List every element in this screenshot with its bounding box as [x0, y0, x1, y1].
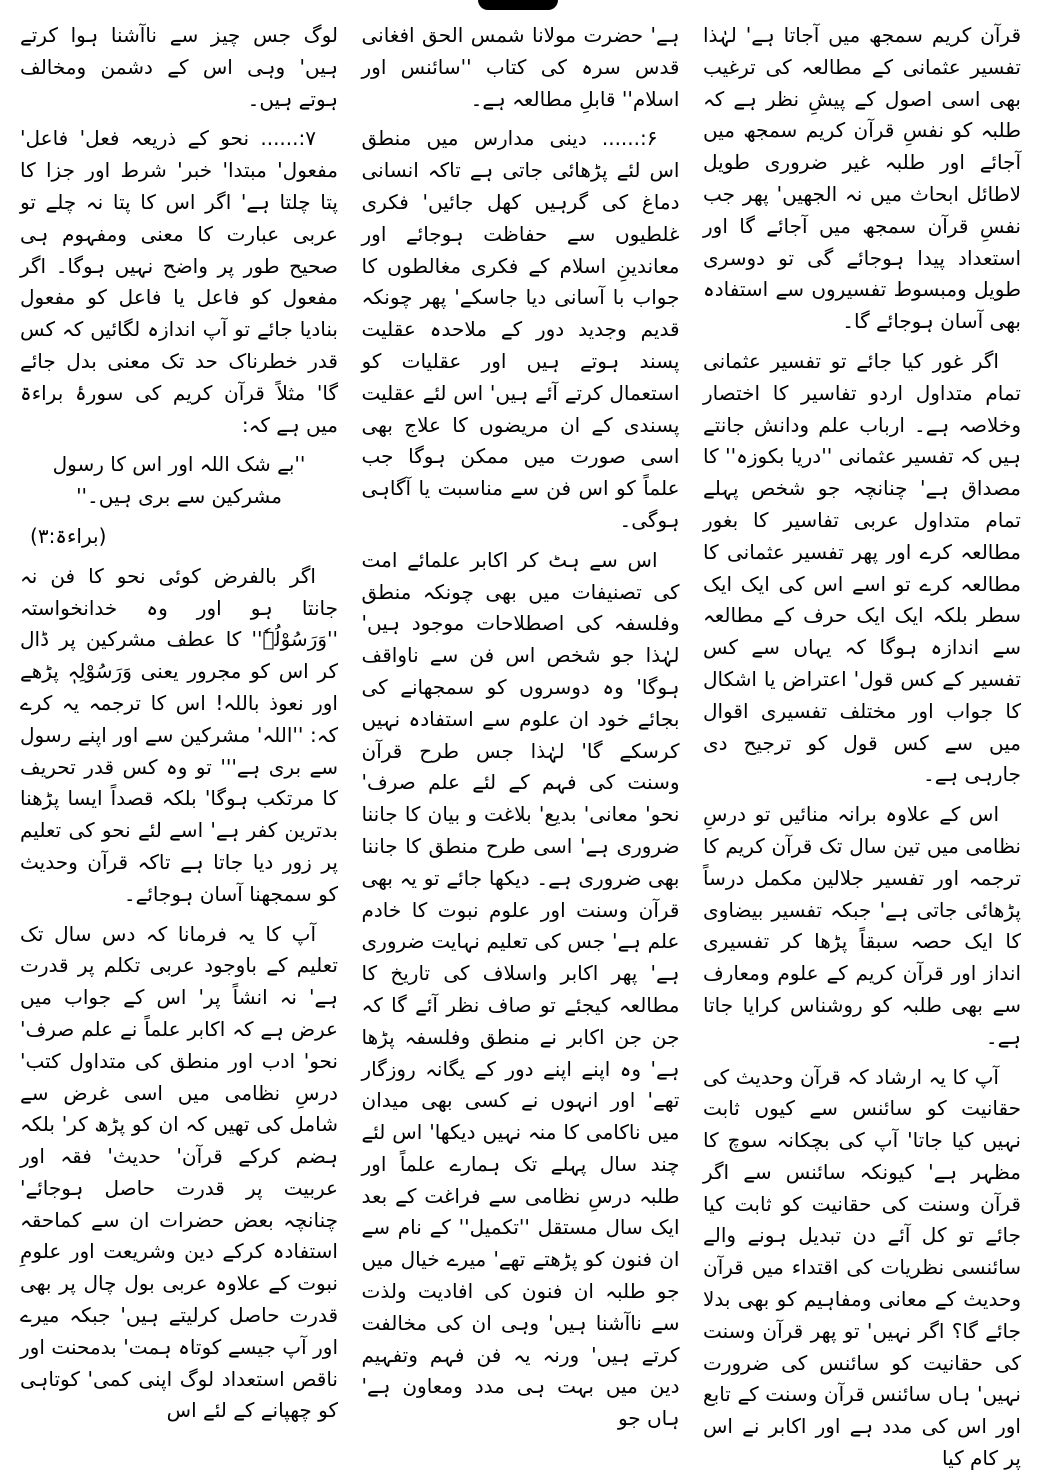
paragraph: لوگ جس چیز سے ناآشنا ہوا کرتے ہیں' وہی اس کے دشمن ومخالف ہوتے ہیں۔: [20, 23, 338, 111]
verse-reference: (براءۃ:۳): [30, 523, 107, 548]
article-page: [20, 20, 1021, 1471]
column-right: [703, 20, 1021, 1471]
paragraph: ۶:...... دینی مدارس میں منطق اس لئے پڑھائی جاتی ہے تاکہ انسانی دماغ کی گرہیں کھل جائیں' فکری غلطیوں سے حفاظت ہوجائے اور معاندینِ اسلام کے فکری مغالطوں کا جواب با آسانی دیا جاسکے' پھر چونکہ قدیم وجدید دور کے ملاحدہ عقلیت پسند ہوتے ہیں اور عقلیات کو استعمال کرتے آئے ہیں' اس لئے عقلیت پسندی کے ان مریضوں کا علاج بھی اسی صورت میں ممکن ہوگا جب علماً کو اس فن سے مناسبت یا آگاہی ہوگی۔: [361, 126, 680, 532]
paragraph: ہے' حضرت مولانا شمس الحق افغانی قدس سرہ کی کتاب ''سائنس اور اسلام'' قابلِ مطالعہ ہے۔: [361, 23, 680, 111]
paragraph: اگر غور کیا جائے تو تفسیر عثمانی تمام متداول اردو تفاسیر کا اختصار وخلاصہ ہے۔ ارباب علم ودانش جانتے ہیں کہ تفسیر عثمانی ''دریا بکوزہ'' کا مصداق ہے' چنانچہ جو شخص پہلے تمام متداول عربی تفاسیر کا بغور مطالعہ کرے اور پھر تفسیر عثمانی کا مطالعہ کرے تو اسے اس کی ایک ایک سطر بلکہ ایک ایک حرف کے مطالعہ سے اندازہ ہوگا کہ یہاں سے کس تفسیر کے کس قول' اعتراض یا اشکال کا جواب اور مختلف تفسیری اقوال میں سے کس قول کو ترجیح دی جارہی ہے۔: [703, 348, 1021, 787]
paragraph: ۷:...... نحو کے ذریعہ فعل' فاعل' مفعول' مبتدا' خبر' شرط اور جزا کا پتا چلتا ہے' اگر اس کا پتا نہ چلے تو عربی عبارت کا معنی ومفہوم ہی صحیح طور پر واضح نہیں ہوگا۔ اگر مفعول کو فاعل یا فاعل کو مفعول بنادیا جائے تو آپ اندازہ لگائیں کہ کس قدر خطرناک حد تک معنی بدل جائے گا' مثلاً قرآن کریم کی سورۂ براءۃ میں ہے کہ:: [20, 126, 338, 437]
page-top-mark: [478, 0, 558, 10]
paragraph: اس سے ہٹ کر اکابر علمائے امت کی تصنیفات میں بھی چونکہ منطق وفلسفہ کی اصطلاحات موجود ہیں' لہٰذا جو شخص اس فن سے ناواقف ہوگا' وہ دوسروں کو سمجھانے کی بجائے خود ان علوم سے استفادہ نہیں کرسکے گا' لہٰذا جس طرح قرآن وسنت کی فہم کے لئے علم صرف' نحو' معانی' بدیع' بلاغت و بیان کا جاننا ضروری ہے' اسی طرح منطق کا جاننا بھی ضروری ہے۔ دیکھا جائے تو یہ بھی قرآن وسنت اور علوم نبوت کا خادم علم ہے' جس کی تعلیم نہایت ضروری ہے' پھر اکابر واسلاف کی تاریخ کا مطالعہ کیجئے تو صاف نظر آئے گا کہ جن جن اکابر نے منطق وفلسفہ پڑھا ہے' وہ اپنے اپنے دور کے یگانہ روزگار تھے' اور انہوں نے کسی بھی میدان میں ناکامی کا منہ نہیں دیکھا' اس لئے چند سال پہلے تک ہمارے علماً اور طلبہ درسِ نظامی سے فراغت کے بعد ایک سال مستقل ''تکمیل'' کے نام سے ان فنون کو پڑھتے تھے' میرے خیال میں جو طلبہ ان فنون کی افادیت ولذت سے ناآشنا ہیں' وہی ان کی مخالفت کرتے ہیں' ورنہ یہ فن فہم وتفہیم دین میں بہت ہی مدد ومعاون ہے' ہاں جو: [361, 547, 680, 1431]
paragraph: آپ کا یہ ارشاد کہ قرآن وحدیث کی حقانیت کو سائنس سے کیوں ثابت نہیں کیا جاتا' آپ کی بچکانہ سوچ کا مظہر ہے' کیونکہ سائنس سے اگر قرآن وسنت کی حقانیت کو ثابت کیا جائے تو کل آئے دن تبدیل ہونے والے سائنسی نظریات کی اقتداء میں قرآن وحدیث کے معانی ومفاہیم کو بھی بدلا جائے گا؟ اگر نہیں' تو پھر قرآن وسنت کی حقانیت کو سائنس کی ضرورت نہیں' ہاں سائنس قرآن وسنت کے تابع اور اس کی مدد ہے اور اکابر نے اس پر کام کیا: [703, 1064, 1021, 1471]
quran-quote: ''بے شک اللہ اور اس کا رسول مشرکین سے بری ہیں۔'': [52, 452, 306, 509]
paragraph: اس کے علاوہ برانہ منائیں تو درسِ نظامی میں تین سال تک قرآن کریم کا ترجمہ اور تفسیر جلالین مکمل درساً پڑھائی جاتی ہے' جبکہ تفسیر بیضاوی کا ایک حصہ سبقاً پڑھا کر تفسیری انداز اور قرآن کریم کے علوم ومعارف سے بھی طلبہ کو روشناس کرایا جاتا ہے۔: [703, 802, 1021, 1049]
column-left: [20, 20, 338, 1423]
paragraph: اگر بالفرض کوئی نحو کا فن نہ جانتا ہو اور وہ خدانخواستہ ''وَرَسُوْلُہٗ'' کا عطف مشرکین پر ڈال کر اس کو مجرور یعنی وَرَسُوْلِہٖ پڑھے اور نعوذ باللہ! اس کا ترجمہ یہ کرے کہ: ''اللہ' مشرکین سے اور اپنے رسول سے بری ہے''' تو وہ کس قدر تحریف کا مرتکب ہوگا' بلکہ قصداً ایسا پڑھنا بدترین کفر ہے' اسے لئے نحو کی تعلیم پر زور دیا جاتا ہے تاکہ قرآن وحدیث کو سمجھنا آسان ہوجائے۔: [20, 563, 338, 906]
column-middle: [361, 20, 680, 1431]
paragraph: قرآن کریم سمجھ میں آجاتا ہے' لہٰذا تفسیر عثمانی کے مطالعہ کی ترغیب بھی اسی اصول کے پیشِ نظر ہے کہ طلبہ کو نفسِ قرآن کریم سمجھ میں آجائے اور طلبہ غیر ضروری طویل لاطائل ابحاث میں نہ الجھیں' پھر جب نفسِ قرآن سمجھ میں آجائے گا اور استعداد پیدا ہوجائے گی تو دوسری طویل ومبسوط تفسیروں سے استفادہ بھی آسان ہوجائے گا۔: [703, 23, 1021, 334]
paragraph: آپ کا یہ فرمانا کہ دس سال تک تعلیم کے باوجود عربی تکلم پر قدرت ہے' نہ انشاً پر' اس کے جواب میں عرض ہے کہ اکابر علماً نے علم صرف' نحو' ادب اور منطق کی متداول کتب' درسِ نظامی میں اسی غرض سے شامل کی تھیں کہ ان کو پڑھ کر' بلکہ ہضم کرکے قرآن' حدیث' فقہ اور عربیت پر قدرت حاصل ہوجائے' چنانچہ بعض حضرات ان سے کماحقہ استفادہ کرکے دین وشریعت اور علومِ نبوت کے علاوہ عربی بول چال پر بھی قدرت حاصل کرلیتے ہیں' جبکہ میرے اور آپ جیسے کوتاہ ہمت' بدمحنت اور ناقص استعداد لوگ اپنی کمی' کوتاہی کو چھپانے کے لئے اس: [20, 921, 338, 1423]
